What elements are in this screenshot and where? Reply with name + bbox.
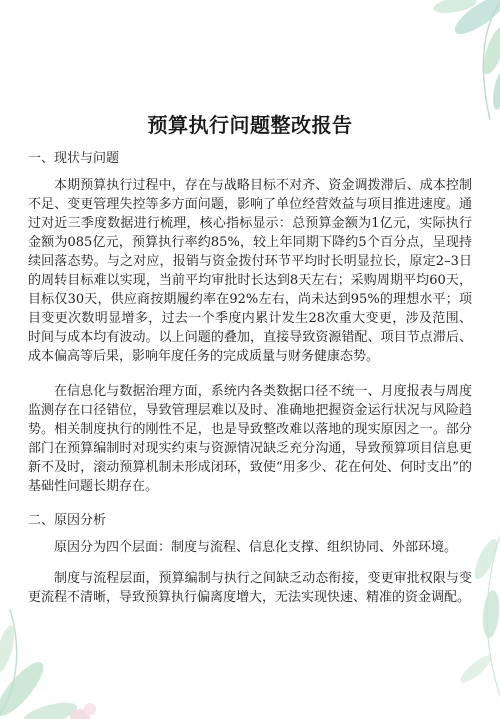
paragraph: 本期预算执行过程中，存在与战略目标不对齐、资金调拨滞后、成本控制不足、变更管理失控等多方面问题，影响了单位经营效益与项目推进速度。通过对近三季度数据进行梳理，核心指标显示：总预算金额为1亿元，实际执行金额为085亿元，预算执行率约85%，较上年同期下降约5个百分点，呈现持续回落态势。与之对应，报销与资金拨付环节平均时长明显拉长，原定2–3日的周转目标难以实现，当前平均审批时长达到8天左右；采购周期平均60天，目标仅30天，供应商按期履约率在92%左右，尚未达到95%的理想水平；项目变更次数明显增多，过去一个季度内累计发生28次重大变更，涉及范围、时间与成本均有波动。以上问题的叠加，直接导致资源错配、项目节点滞后、成本偏高等后果，影响年度任务的完成质量与财务健康态势。 — [28, 178, 472, 364]
document-page — [28, 110, 472, 607]
paragraph: 制度与流程层面，预算编制与执行之间缺乏动态衔接，变更审批权限与变更流程不清晰，导致预算执行偏离度增大，无法实现快速、精准的资金调配。 — [28, 571, 472, 605]
section-heading: 二、原因分析 — [28, 513, 107, 528]
paragraph: 原因分为四个层面：制度与流程、信息化支撑、组织协同、外部环境。 — [54, 540, 458, 555]
document-title: 预算执行问题整改报告 — [147, 113, 353, 137]
section-heading: 一、现状与问题 — [28, 151, 120, 166]
paragraph: 在信息化与数据治理方面，系统内各类数据口径不统一、月度报表与周度监测存在口径错位，导致管理层难以及时、准确地把握资金运行状况与风险趋势。相关制度执行的刚性不足，也是导致整改难以落地的现实原因之一。部分部门在预算编制时对现实约束与资源情况缺乏充分沟通，导致预算项目信息更新不及时，滚动预算机制未形成闭环，致使“用多少、花在何处、何时支出”的基础性问题长期存在。 — [28, 384, 472, 494]
